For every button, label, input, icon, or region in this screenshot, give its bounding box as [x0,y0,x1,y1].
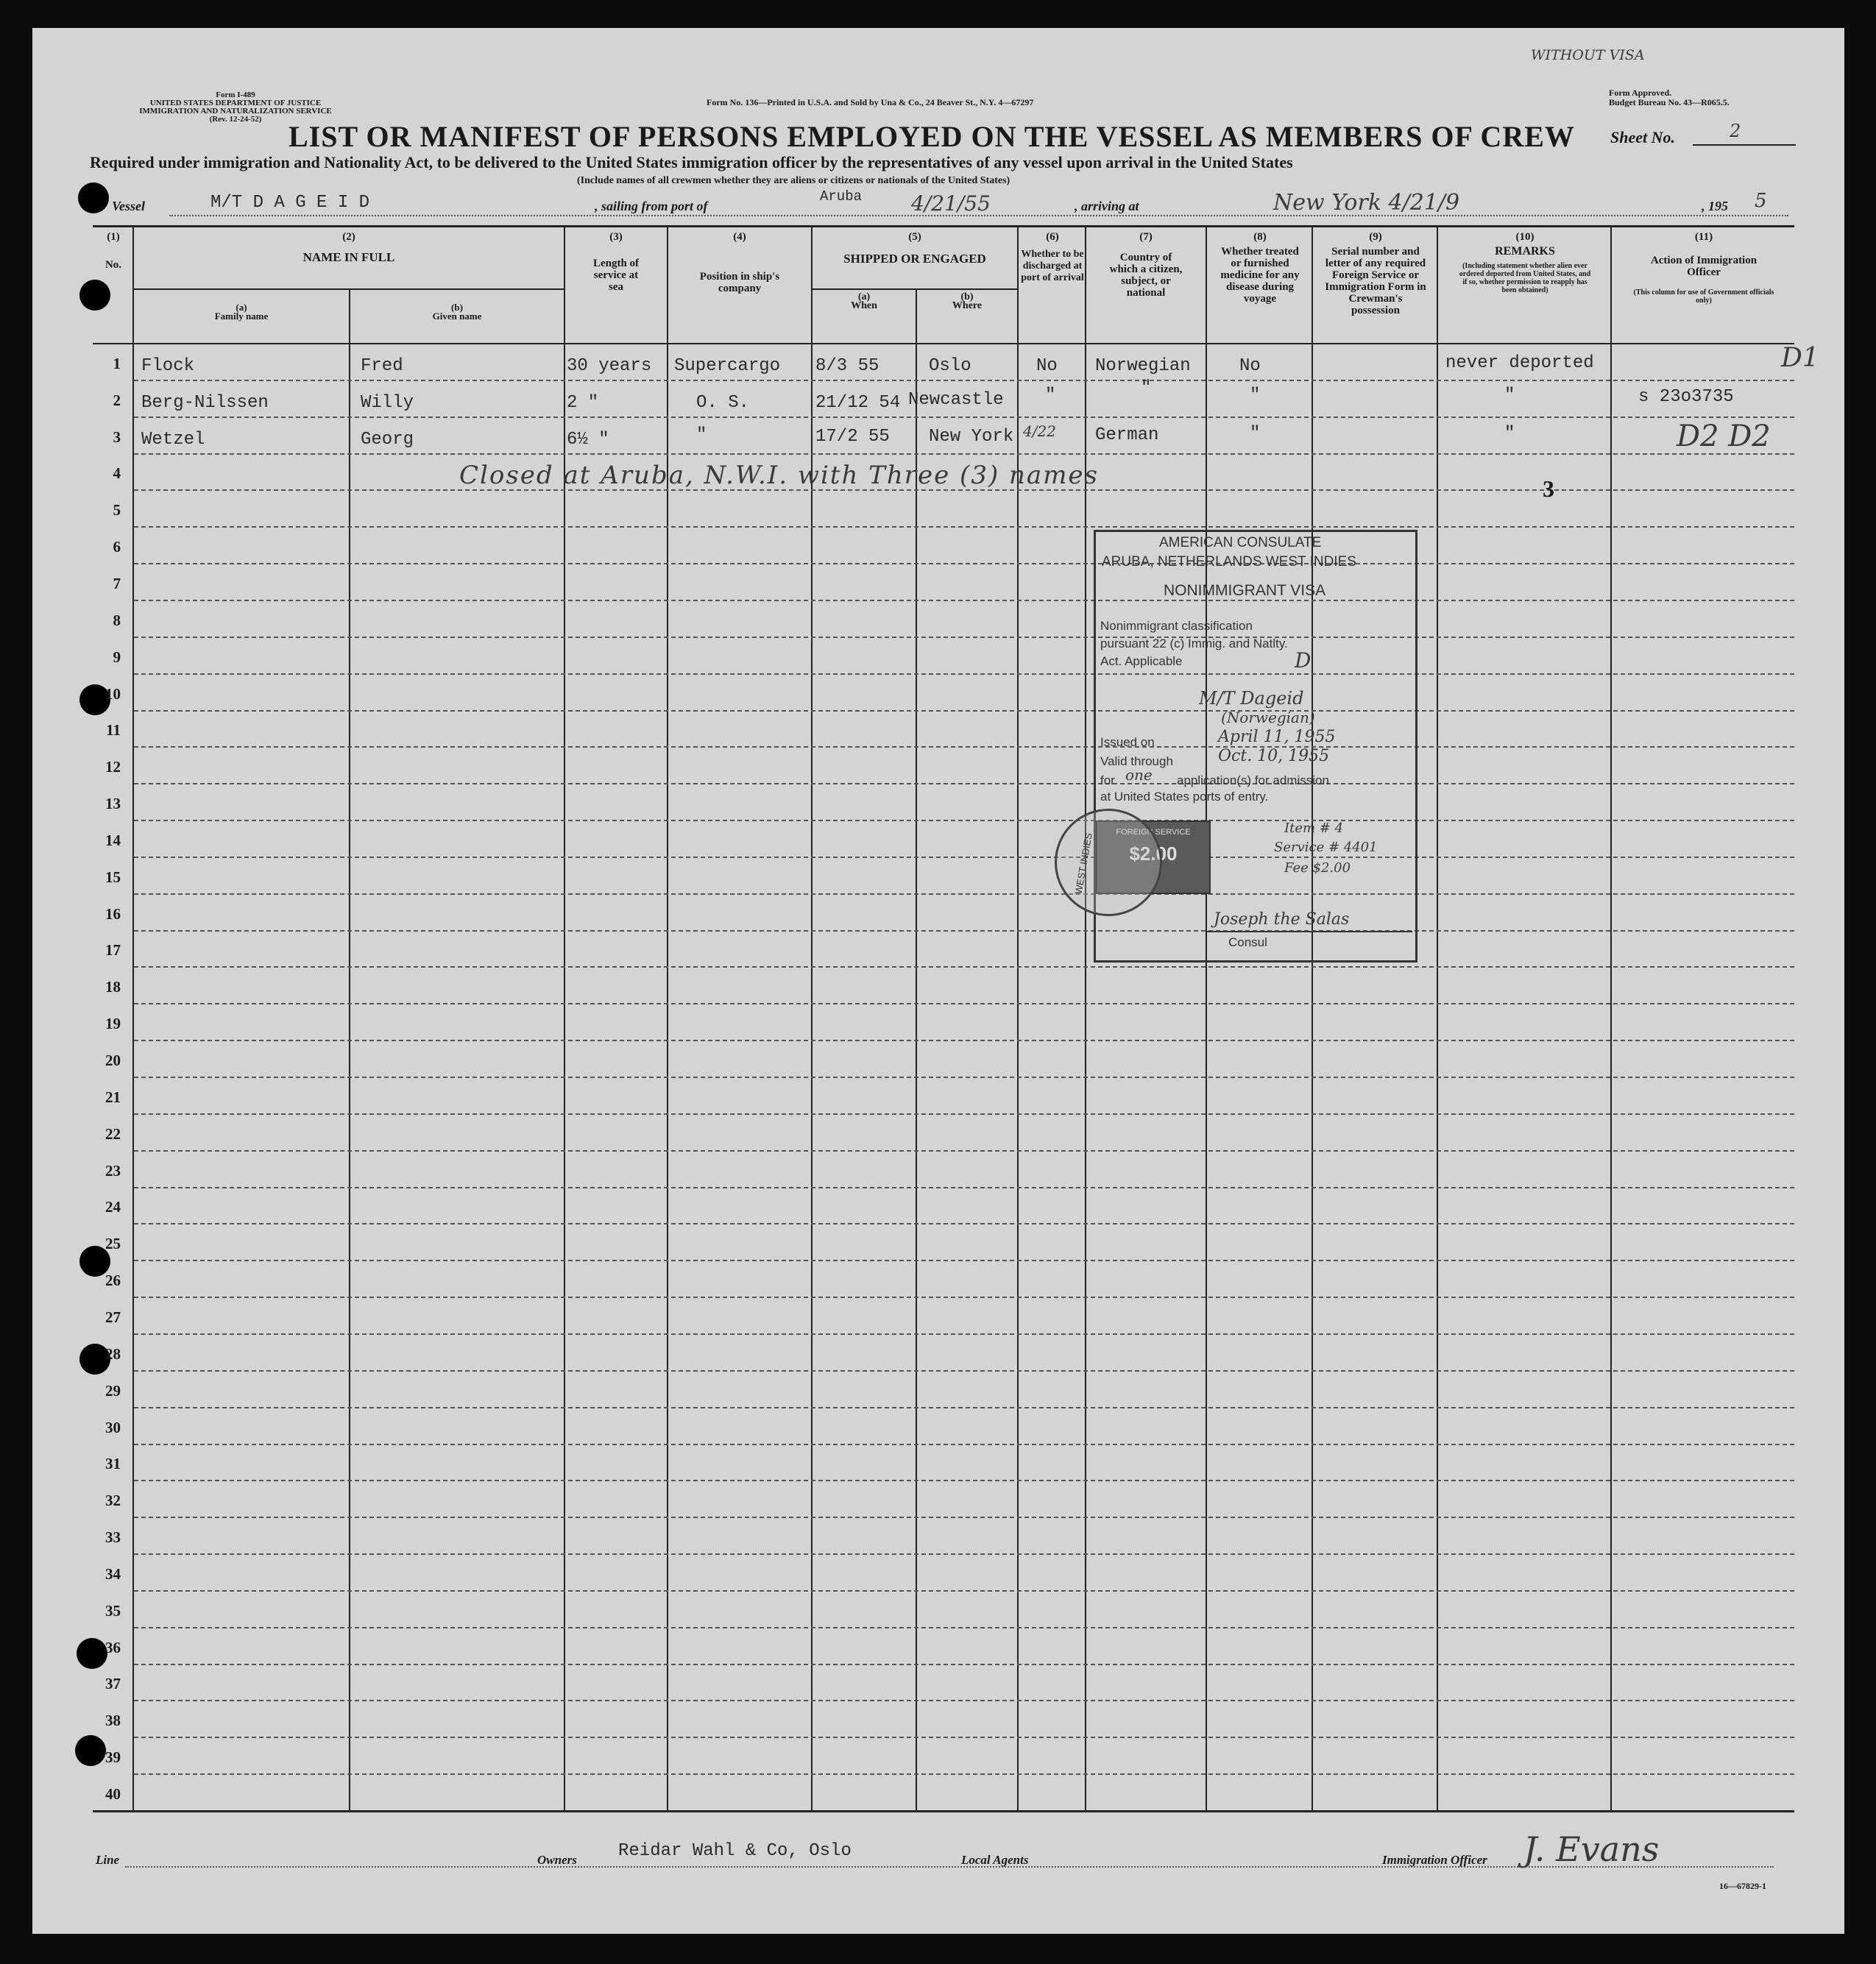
col1-number: (1) No. [105,231,122,271]
stamp-location: ARUBA, NETHERLANDS WEST INDIES [1102,554,1356,570]
row-rule [134,416,1794,418]
stamp-ports: at United States ports of entry. [1100,790,1269,804]
col10-header: (10) REMARKS (Including statement whether alien ever ordered deported from United States, and if so, whether permission to reapply has been obtained) [1459,231,1591,294]
row-rule [134,1370,1794,1372]
row-rule [134,1627,1794,1628]
row-number: 5 [113,501,121,520]
row-number: 22 [105,1124,121,1143]
row-number: 34 [105,1564,121,1583]
row-number: 8 [113,611,121,629]
officer-signature: J. Evans [1523,1829,1660,1869]
row-number: 11 [106,721,121,740]
col2-header: (2) NAME IN FULL [302,231,395,264]
row-rule [134,1590,1794,1592]
row3-position: " [696,425,707,445]
row-rule [134,710,1794,712]
stamp-fee: Fee $2.00 [1284,860,1351,876]
stamp-service: Service # 4401 [1274,840,1378,855]
row-rule [134,1187,1794,1188]
row-number: 20 [105,1052,121,1069]
stamp-visa-type: NONIMMIGRANT VISA [1164,582,1326,599]
row-rule [134,1223,1794,1224]
row-number: 31 [105,1455,121,1473]
row-rule [134,1077,1794,1078]
form-id-left: Form I-489 UNITED STATES DEPARTMENT OF JUSTICE IMMIGRATION AND NATURALIZATION SERVICE (Rev. 12-24-52) [139,91,332,124]
col5a-header: (a) When [851,291,877,311]
row-rule [134,1553,1794,1555]
row3-remarks: " [1504,424,1515,444]
row-rule [134,1700,1794,1701]
row-rule [134,1444,1794,1445]
row3-country: German [1095,425,1159,445]
footer-owners-label: Owners [537,1853,577,1867]
sailing-label: , sailing from port of [595,199,708,213]
row-number: 37 [105,1675,121,1693]
col6-header: (6) Whether to be discharged at port of arrival [1021,231,1084,283]
row-number: 13 [105,795,121,813]
row1-given-name: Fred [361,356,403,376]
row-number: 29 [105,1381,121,1400]
row1-action: D1 [1781,343,1819,373]
row-rule [134,1260,1794,1261]
consul-signature: Joseph the Salas [1214,910,1350,929]
row2-remarks: " [1504,386,1515,405]
row1-position: Supercargo [674,356,781,376]
row2-service: 2 " [567,393,599,413]
row-number: 9 [113,648,121,666]
footer-agents-label: Local Agents [961,1853,1029,1867]
visa-stamp [1072,530,1417,962]
row-rule [134,1297,1794,1298]
row-number: 33 [105,1528,121,1547]
form-printer-info: Form No. 136—Printed in U.S.A. and Sold by Una & Co., 24 Beaver St., N.Y. 4—67297 [707,97,1034,107]
stamp-issued-value: April 11, 1955 [1218,728,1336,746]
closed-note: Closed at Aruba, N.W.I. with Three (3) names [459,461,1100,490]
year-label: , 195 [1702,199,1728,213]
col5b-header: (b) Where [952,291,983,311]
row-rule [134,600,1794,601]
row-number: 1 [113,354,121,372]
row-number: 18 [105,978,121,996]
row2-action: s 23o3735 [1638,387,1734,407]
row-number: 10 [105,684,121,703]
row1-service: 30 years [567,356,652,376]
col11-header: (11) Action of Immigration Officer (This column for use of Government officials only) [1633,231,1774,305]
row-number: 28 [105,1344,121,1363]
row-number: 27 [105,1308,121,1326]
row-number: 35 [105,1601,121,1620]
row2-country: " [1141,378,1152,398]
row-number: 38 [105,1712,121,1730]
row-rule [134,1003,1794,1004]
row2-given-name: Willy [361,393,414,413]
year-value: 5 [1755,190,1767,212]
arriving-value: New York 4/21/9 [1273,190,1460,216]
stamp-consulate: AMERICAN CONSULATE [1159,535,1322,550]
punch-hole [78,182,109,213]
row-rule [134,1737,1794,1738]
row-rule [134,1040,1794,1041]
arriving-label: , arriving at [1075,199,1139,213]
stamp-vessel: M/T Dageid [1199,688,1304,709]
row1-remarks: never deported [1445,353,1594,373]
row-rule [134,1664,1794,1665]
row3-service: 6½ " [567,430,609,450]
row1-family-name: Flock [141,356,195,376]
row-number: 32 [105,1492,121,1510]
manifest-title: LIST OR MANIFEST OF PERSONS EMPLOYED ON THE VESSEL AS MEMBERS OF CREW [289,120,1575,153]
col7-header: (7) Country of which a citizen, subject, or national [1109,231,1183,299]
row-rule [134,1480,1794,1481]
stamp-class-value: D [1295,648,1312,673]
stamp-classification: Nonimmigrant classification [1100,619,1253,633]
stamp-for-rest: application(s) for admission [1177,773,1329,787]
row1-country: Norwegian [1095,356,1191,376]
row2-position: O. S. [696,393,750,413]
sailing-date: 4/21/55 [911,191,991,216]
row-rule [134,820,1794,821]
vessel-label: Vessel [112,199,145,213]
row-number: 24 [105,1198,121,1216]
row2-when: 21/12 54 [815,393,901,413]
footer-code: 16—67829-1 [1719,1881,1766,1891]
row-number: 6 [113,538,121,556]
row-rule [134,893,1794,895]
row-number: 12 [105,758,121,776]
stamp-for-label: for [1100,773,1115,787]
row3-family-name: Wetzel [141,430,205,450]
row-rule [134,637,1794,638]
row-rule [134,1773,1794,1775]
punch-hole [79,280,110,311]
row2-family-name: Berg-Nilssen [141,393,269,413]
row-rule [134,1150,1794,1152]
row1-medicine: No [1239,356,1261,376]
row-number: 36 [105,1638,121,1656]
col5-header: (5) SHIPPED OR ENGAGED [843,231,986,266]
row-number: 19 [105,1015,121,1033]
stamp-item: Item # 4 [1284,820,1344,836]
row3-discharged: 4/22 [1023,422,1056,440]
row-rule [134,1407,1794,1408]
row-number: 40 [105,1785,121,1803]
row-rule [134,526,1794,528]
row-number: 26 [105,1272,121,1290]
row2-where: Newcastle [908,390,1004,410]
without-visa-note: WITHOUT VISA [1531,47,1645,63]
row2-discharged: " [1045,386,1056,405]
row-number: 7 [113,574,121,592]
form-approval: Form Approved. Budget Bureau No. 43—R065.5. [1609,88,1730,107]
row-number: 17 [105,941,121,960]
row-rule [134,1333,1794,1335]
row-rule [134,1113,1794,1115]
row1-where: Oslo [929,356,971,376]
row-rule [134,857,1794,858]
row-number: 4 [113,464,121,483]
row3-medicine: " [1250,424,1261,444]
row-rule [134,1517,1794,1518]
row1-when: 8/3 55 [815,356,879,376]
row-rule [134,966,1794,968]
stamp-vessel-flag: (Norwegian) [1221,709,1315,726]
round-seal: WEST INDIES [1055,809,1162,916]
footer-owners-value: Reidar Wahl & Co, Oslo [618,1841,852,1861]
row1-discharged: No [1036,356,1058,376]
col3-header: (3) Length of service at sea [592,231,640,293]
row-number: 2 [113,391,121,409]
col2a-header: (a) Family name [214,302,269,322]
row-number: 23 [105,1161,121,1180]
row-rule [134,746,1794,748]
row-number: 30 [105,1418,121,1436]
row-number: 14 [105,831,121,849]
row-rule [134,930,1794,932]
consul-label: Consul [1228,935,1267,949]
row-number: 3 [113,428,121,446]
fee-stamp: FOREIGN SERVICE $2.00 [1096,820,1211,894]
stamp-pursuant: pursuant 22 (c) Immig. and Natlty. [1100,637,1288,650]
footer-officer-label: Immigration Officer [1382,1853,1487,1867]
stamp-act: Act. Applicable [1100,654,1183,668]
stamp-issued-label: Issued on [1100,735,1155,749]
row3-action: D2 D2 [1677,419,1771,453]
stamp-valid-value: Oct. 10, 1955 [1218,747,1330,765]
row-number: 16 [105,904,121,923]
sheet-label: Sheet No. [1610,128,1675,146]
row3-where: New York [929,427,1014,447]
col2b-header: (b) Given name [432,302,482,322]
row-rule [134,453,1794,455]
sheet-value: 2 [1730,121,1741,141]
manifest-note: (Include names of all crewmen whether they are aliens or citizens or nationals of the United States) [577,175,1010,186]
sailing-port: Aruba [820,188,863,205]
vessel-value: M/T D A G E I D [210,193,370,213]
footer-line-label: Line [96,1853,120,1867]
row-rule [134,673,1794,675]
stamp-for-value: one [1125,766,1153,784]
manifest-subtitle: Required under immigration and Nationality Act, to be delivered to the United States immigration officer by the representatives of any vessel upon arrival in the United States [90,153,1293,171]
stamp-valid-label: Valid through [1100,754,1173,768]
col8-header: (8) Whether treated or furnished medicine for any disease during voyage [1220,231,1300,305]
row-number: 15 [105,868,121,886]
row-number: 39 [105,1748,121,1767]
col9-header: (9) Serial number and letter of any required Foreign Service or Immigration Form in Crewman's possession [1325,231,1426,316]
row3-when: 17/2 55 [815,427,890,447]
row-number: 21 [105,1088,121,1106]
row2-medicine: " [1250,386,1261,405]
row-number: 25 [105,1235,121,1253]
row-rule [134,563,1794,564]
row3-given-name: Georg [361,430,414,450]
row-rule [134,783,1794,784]
row-rule [134,380,1794,381]
col4-header: (4) Position in ship's company [699,231,780,294]
closed-mark: 3 [1543,475,1554,502]
